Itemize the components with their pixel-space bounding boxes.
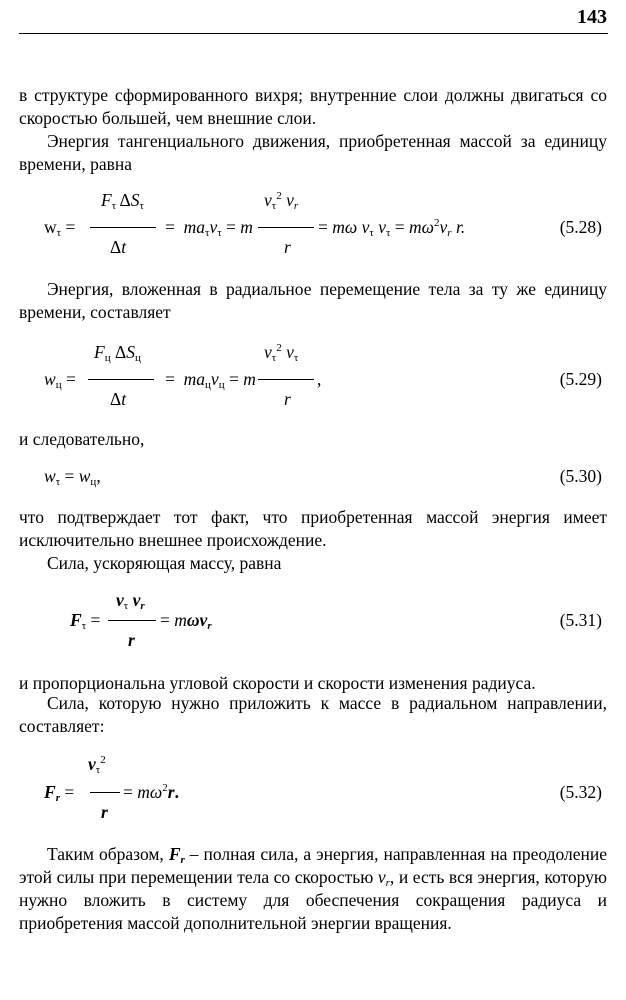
paragraph-therefore: и следовательно, [19, 429, 145, 449]
paragraph-tangential-energy: Энергия тангенциального движения, приобретенная массой за единицу времени, равна [19, 131, 607, 174]
paragraph-radial-force: Сила, которую нужно приложить к массе в радиальном направлении, составляет: [19, 693, 607, 736]
equation-number: (5.32) [559, 782, 602, 802]
paragraph-continuation: в структуре сформированного вихря; внутренние слои должны двигаться со скоростью большей, чем внешние слои. [19, 85, 607, 128]
paragraph-proportional: и пропорциональна угловой скорости и скорости изменения радиуса. [19, 673, 536, 693]
header-rule [19, 33, 608, 34]
equation-5-28: $F_\tau$ $\Delta S_\tau$ $w_\tau$ = Δt = $ma_\tau v_\tau = m$ $v_\tau^2$ $v_r$ r = mω $v_\tau$ $v_\tau = m\omega^2v_r$ r. (5.28) [44, 190, 602, 257]
paragraph-radial-energy: Энергия, вложенная в радиальное перемещение тела за ту же единицу времени, составляет [19, 279, 607, 322]
equation-5-29: $F_ц$ $\Delta S_ц$ $w_ц$ = Δt = $ma_цv_ц = m$ $v_\tau^2$ $v_\tau$ r , (5.29) [44, 342, 602, 409]
equation-5-31: $v_\tau$ $v_r$ $F_\tau$ = r = mωv$_r$ (5.31) [70, 590, 602, 650]
equation-5-30: $w_\tau = w_ц$, (5.30) [44, 466, 602, 488]
conclusion-text-start: Таким образом, [47, 844, 169, 864]
paragraph-external-origin: что подтверждает тот факт, что приобретенная массой энергия имеет исключительно внешнее происхождение. [19, 507, 607, 550]
paragraph-accelerating-force: Сила, ускоряющая массу, равна [47, 553, 282, 573]
conclusion-text-end: , и есть вся энергия, которую нужно вложить в систему для обеспечения сокращения радиуса и приобретения массой дополнительной энергии вращения. [19, 867, 607, 933]
page-number: 143 [577, 6, 607, 28]
equation-number: (5.29) [559, 369, 602, 389]
equation-number: (5.30) [559, 466, 602, 486]
paragraph-conclusion: Таким образом, $F_r$ – полная сила, а энергия, направленная на преодоление этой силы при перемещении тела со скоростью $v_r$, и есть вся энергия, которую нужно вложить в систему для обеспечения сокращения радиуса и приобретения массой дополнительной энергии вращения. [19, 844, 608, 933]
equation-5-32: $v_\tau^2$ $F_r$ = r = $m\omega^2r$. (5.32) [44, 754, 602, 822]
conclusion-text-middle: – полная сила, а энергия, направленная на преодоление этой силы при перемещении тела со скоростью [19, 844, 608, 887]
equation-number: (5.31) [559, 610, 602, 630]
equation-number: (5.28) [559, 217, 602, 237]
